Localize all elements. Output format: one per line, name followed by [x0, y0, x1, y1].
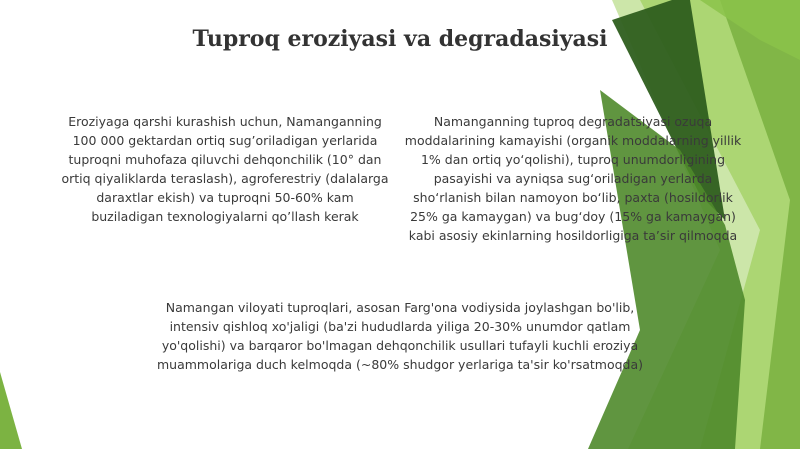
paragraph-right: Namanganning tuproq degradatsiyasi ozuqa moddalarining kamayishi (organik moddalarning yillik 1% dan ortiq yo‘qolishi), tuproq unumdorligining pasayishi va ayniqsa sug‘oriladigan yerlarda sho‘rlanish bilan namoyon bo‘lib, paxta (hosildorlik 25% ga kamaygan) va bug‘doy (15% ga kamaygan) kabi asosiy ekinlarning hosildorligiga ta’sir qilmoqda — [404, 114, 742, 243]
paragraph-bottom: Namangan viloyati tuproqlari, asosan Farg'ona vodiysida joylashgan bo'lib, intensiv qishloq xo'jaligi (ba'zi hududlarda yiliga 20-30% unumdor qatlam yo'qolishi) va barqaror bo'lmagan dehqonchilik usullari tufayli kuchli eroziya muammolariga duch kelmoqda (~80% shudgor yerlariga ta'sir ko'rsatmoqda) — [156, 300, 644, 372]
paragraph-left: Eroziyaga qarshi kurashish uchun, Namanganning 100 000 gektardan ortiq sug’oriladigan yerlarida tuproqni muhofaza qiluvchi dehqonchilik (10° dan ortiq qiyaliklarda teraslash), agroferestriy (dalalarga daraxtlar ekish) va tuproqni 50-60% kam buziladigan texnologiyalarni qo’llash kerak — [61, 114, 389, 224]
left-green-accent — [0, 372, 22, 449]
slide-title: Tuproq eroziyasi va degradasiyasi — [192, 26, 608, 52]
